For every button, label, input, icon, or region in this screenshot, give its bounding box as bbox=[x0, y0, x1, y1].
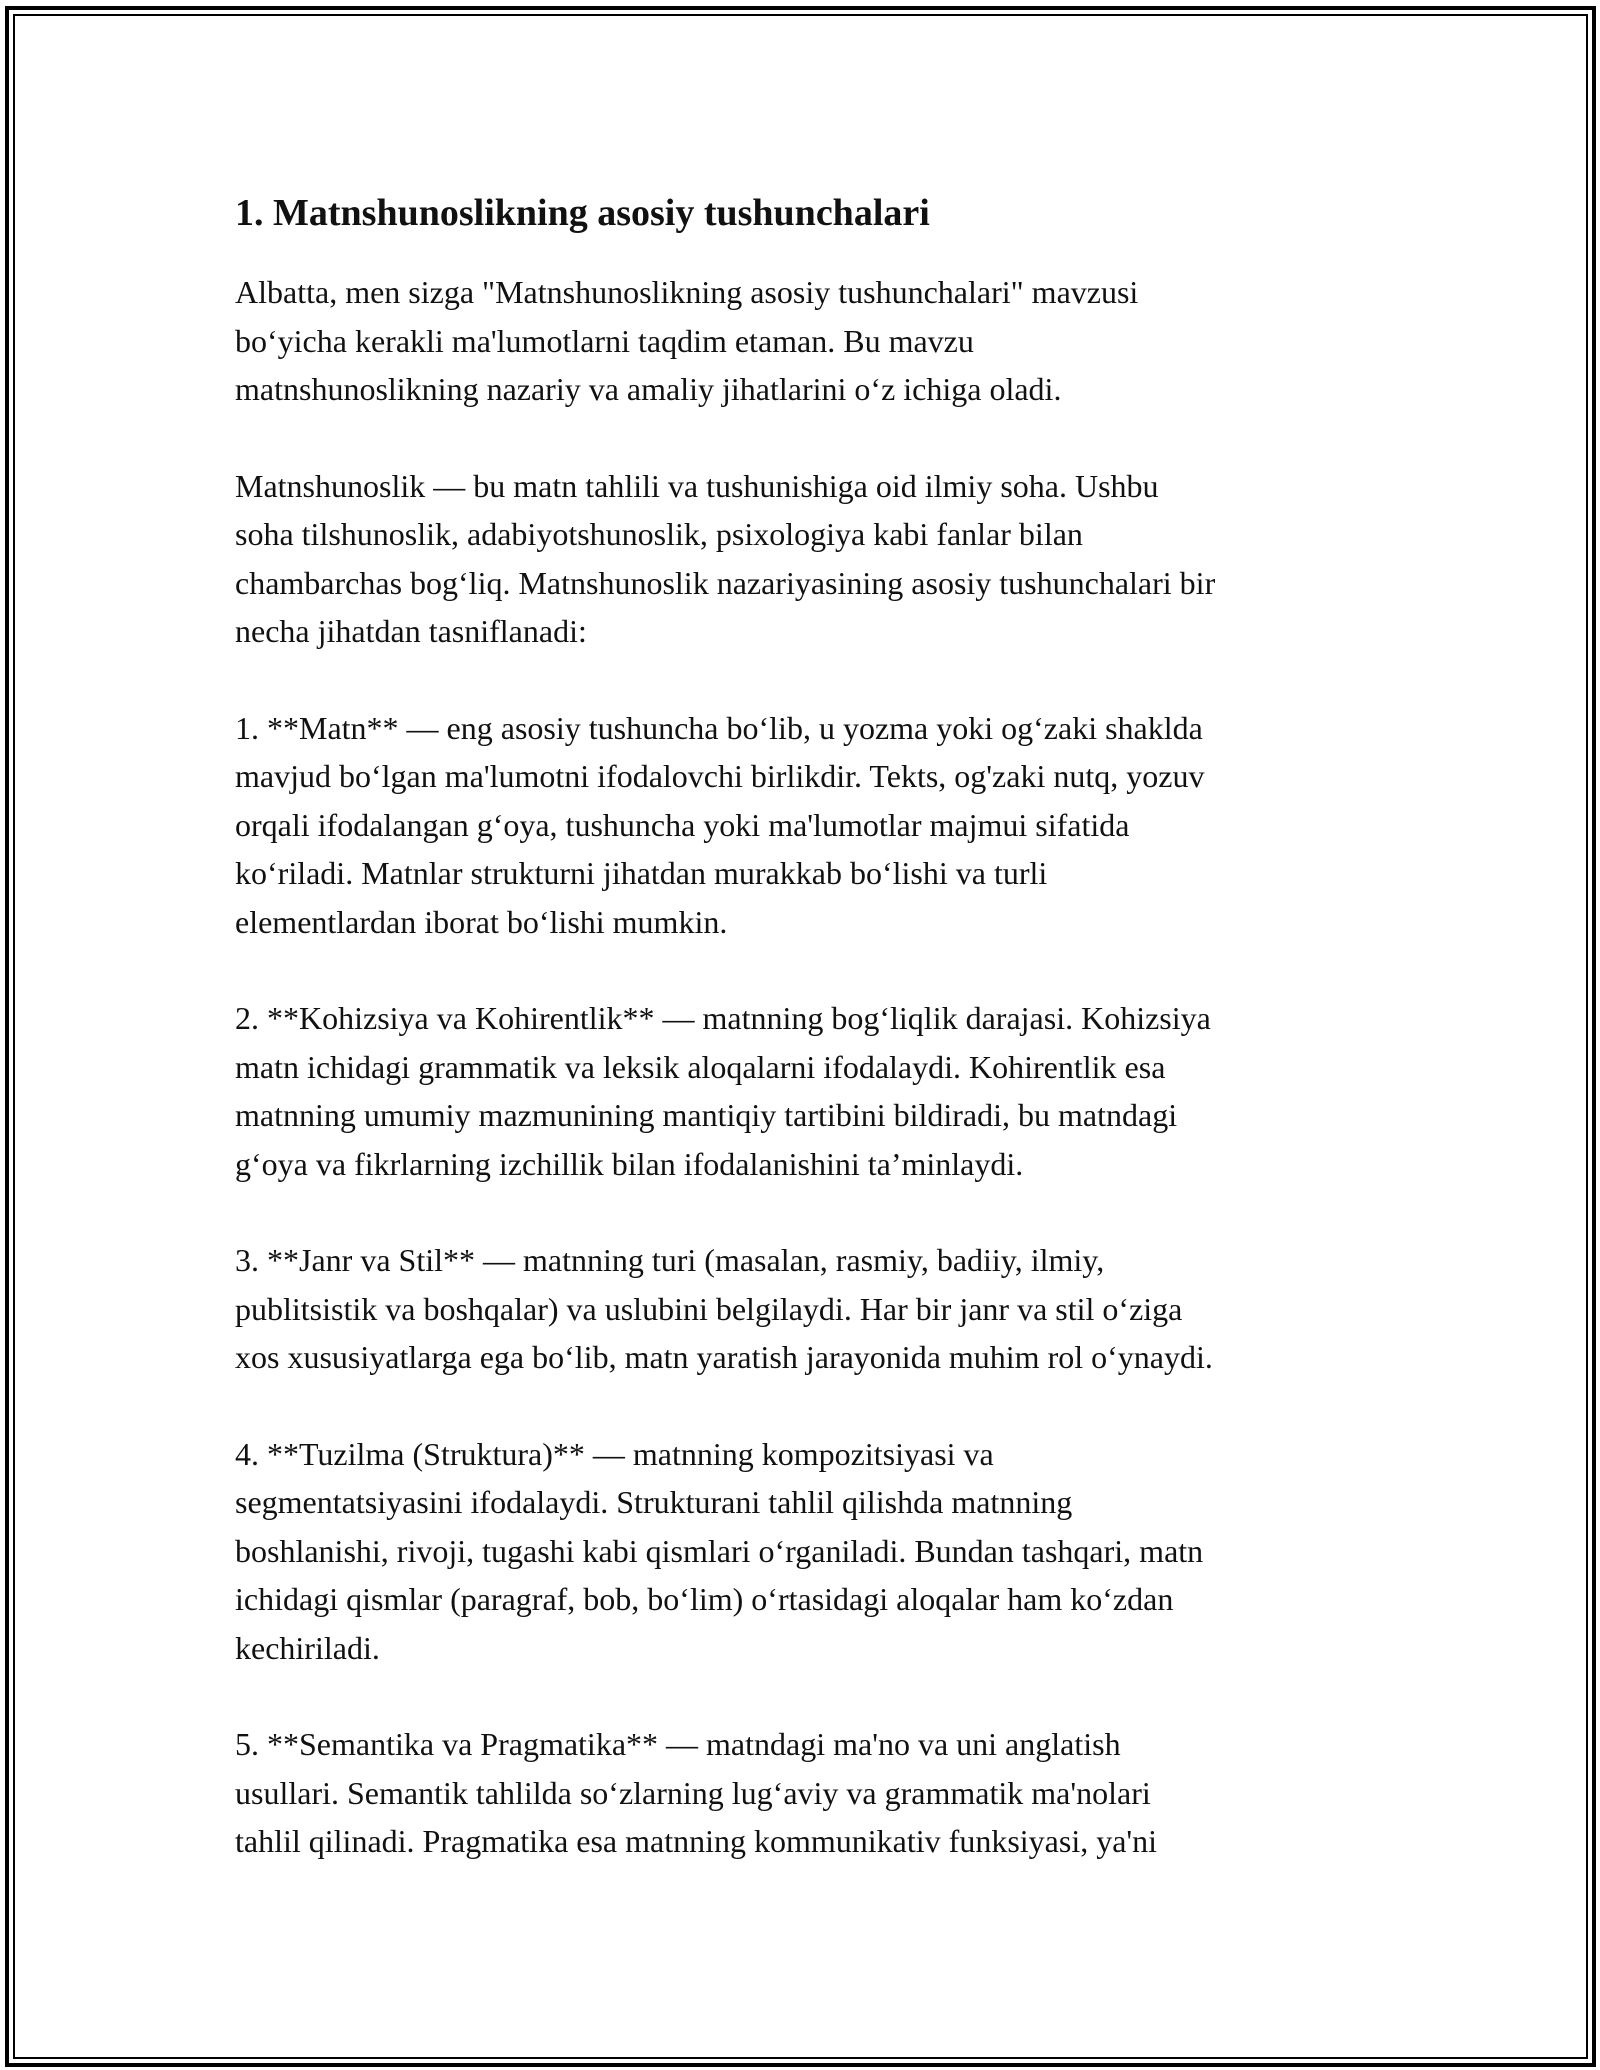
text-line: matnshunoslikning nazariy va amaliy jihatlarini o‘z ichiga oladi. bbox=[235, 371, 1062, 407]
text-line: xos xususiyatlarga ega bo‘lib, matn yaratish jarayonida muhim rol o‘ynaydi. bbox=[235, 1339, 1213, 1375]
text-line: Matnshunoslik — bu matn tahlili va tushunishiga oid ilmiy soha. Ushbu bbox=[235, 467, 1159, 504]
list-item-semantika bbox=[235, 1720, 1370, 1866]
text-line: 5. **Semantika va Pragmatika** — matndagi ma'no va uni anglatish bbox=[235, 1726, 1121, 1762]
text-line: ichidagi qismlar (paragraf, bob, bo‘lim) o‘rtasidagi aloqalar ham ko‘zdan bbox=[235, 1581, 1174, 1617]
text-line: Albatta, men sizga "Matnshunoslikning asosiy tushunchalari" mavzusi bbox=[235, 274, 1139, 310]
text-line: 3. **Janr va Stil** — matnning turi (masalan, rasmiy, badiiy, ilmiy, bbox=[235, 1242, 1105, 1278]
text-line: soha tilshunoslik, adabiyotshunoslik, psixologiya kabi fanlar bilan bbox=[235, 516, 1083, 552]
list-item-janr bbox=[235, 1236, 1370, 1382]
text-line: matnning umumiy mazmunining mantiqiy tartibini bildiradi, bu matndagi bbox=[235, 1097, 1178, 1133]
intro-paragraph bbox=[235, 268, 1370, 414]
text-line: usullari. Semantik tahlilda so‘zlarning lug‘aviy va grammatik ma'nolari bbox=[235, 1774, 1151, 1811]
list-item-tuzilma bbox=[235, 1430, 1370, 1673]
text-line: g‘oya va fikrlarning izchillik bilan ifodalanishini ta’minlaydi. bbox=[235, 1145, 1024, 1182]
text-line: publitsistik va boshqalar) va uslubini belgilaydi. Har bir janr va stil o‘ziga bbox=[235, 1290, 1183, 1327]
text-line: bo‘yicha kerakli ma'lumotlarni taqdim etaman. Bu mavzu bbox=[235, 322, 974, 359]
text-line: orqali ifodalangan g‘oya, tushuncha yoki ma'lumotlar majmui sifatida bbox=[235, 806, 1130, 843]
list-item-kohizsiya bbox=[235, 994, 1370, 1188]
text-line: mavjud bo‘lgan ma'lumotni ifodalovchi birlikdir. Tekts, og'zaki nutq, yozuv bbox=[235, 758, 1205, 794]
text-line: elementlardan iborat bo‘lishi mumkin. bbox=[235, 903, 728, 940]
text-line: 2. **Kohizsiya va Kohirentlik** — matnning bog‘liqlik darajasi. Kohizsiya bbox=[235, 1000, 1211, 1036]
text-line: kechiriladi. bbox=[235, 1629, 380, 1666]
text-line: boshlanishi, rivoji, tugashi kabi qismlari o‘rganiladi. Bundan tashqari, matn bbox=[235, 1532, 1204, 1569]
text-line: tahlil qilinadi. Pragmatika esa matnning kommunikativ funksiyasi, ya'ni bbox=[235, 1823, 1158, 1859]
text-line: segmentatsiyasini ifodalaydi. Strukturani tahlil qilishda matnning bbox=[235, 1484, 1073, 1520]
document-page bbox=[235, 188, 1370, 1914]
section-heading: 1. Matnshunoslikning asosiy tushunchalari bbox=[235, 192, 930, 234]
text-line: ko‘riladi. Matnlar strukturni jihatdan murakkab bo‘lishi va turli bbox=[235, 855, 1048, 891]
text-line: chambarchas bog‘liq. Matnshunoslik nazariyasining asosiy tushunchalari bir bbox=[235, 564, 1216, 601]
text-line: 1. **Matn** — eng asosiy tushuncha bo‘lib, u yozma yoki og‘zaki shaklda bbox=[235, 709, 1203, 746]
text-line: necha jihatdan tasniflanadi: bbox=[235, 613, 587, 649]
text-line: 4. **Tuzilma (Struktura)** — matnning kompozitsiyasi va bbox=[235, 1435, 994, 1472]
text-line: matn ichidagi grammatik va leksik aloqalarni ifodalaydi. Kohirentlik esa bbox=[235, 1048, 1166, 1085]
document-body bbox=[235, 268, 1370, 1866]
definition-paragraph bbox=[235, 462, 1370, 656]
list-item-matn bbox=[235, 704, 1370, 947]
